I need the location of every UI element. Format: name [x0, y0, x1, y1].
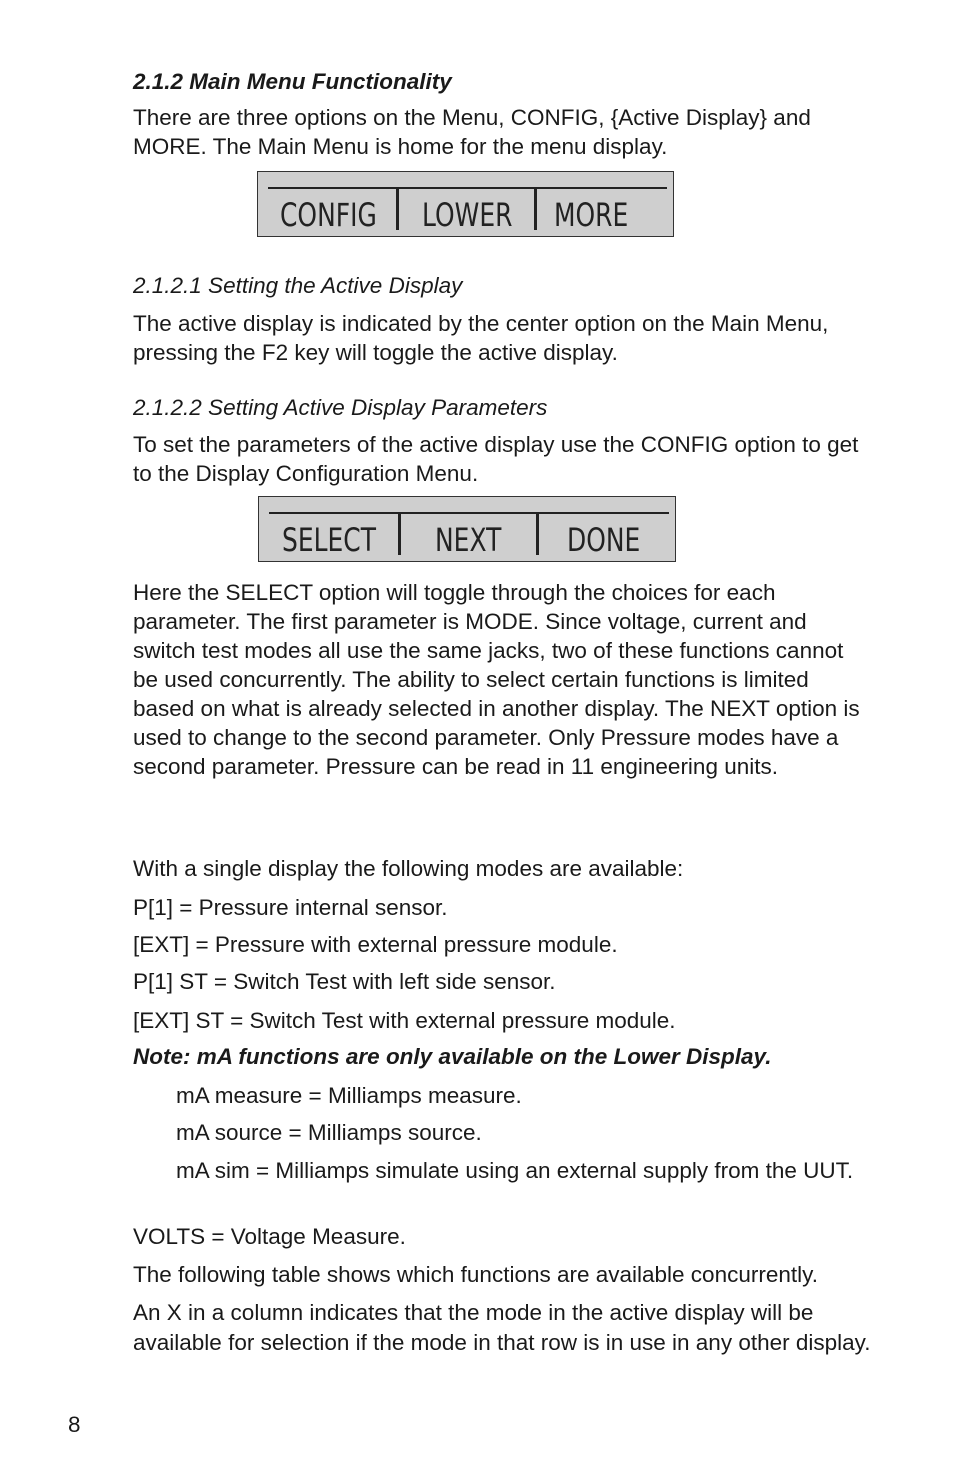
mode-item: [EXT] = Pressure with external pressure module.	[133, 932, 618, 957]
config-menu-display	[258, 496, 676, 562]
ma-mode-item: mA sim = Milliamps simulate using an external supply from the UUT.	[176, 1158, 854, 1183]
display-top-rule	[268, 187, 667, 189]
display-separator	[536, 513, 539, 555]
mode-item: P[1] = Pressure internal sensor.	[133, 895, 448, 920]
main-menu-display	[257, 171, 674, 237]
display-top-rule	[269, 512, 669, 514]
lower-softkey-label: LOWER	[422, 196, 513, 234]
subsection-body-active-display: The active display is indicated by the center option on the Main Menu, pressing the F2 key will toggle the active display.	[133, 311, 829, 365]
section-heading: 2.1.2 Main Menu Functionality	[133, 69, 452, 94]
ma-mode-item: mA measure = Milliamps measure.	[176, 1083, 522, 1108]
more-softkey-label: MORE	[554, 196, 629, 234]
x-explanation: An X in a column indicates that the mode in the active display will be available for selection if the mode in that row is in use in any other display.	[133, 1300, 871, 1355]
page-number: 8	[68, 1412, 81, 1437]
section-intro: There are three options on the Menu, CONFIG, {Active Display} and MORE. The Main Menu is home for the menu display.	[133, 105, 811, 159]
display-separator	[534, 188, 537, 230]
select-softkey-label: SELECT	[282, 521, 376, 559]
config-softkey-label: CONFIG	[280, 196, 377, 234]
ma-mode-item: mA source = Milliamps source.	[176, 1120, 482, 1145]
done-softkey-label: DONE	[567, 521, 641, 559]
display-separator	[398, 513, 401, 555]
display-separator	[396, 188, 399, 230]
subsection-body-parameters: To set the parameters of the active display use the CONFIG option to get to the Display Configuration Menu.	[133, 432, 859, 486]
subsection-heading-parameters: 2.1.2.2 Setting Active Display Parameters	[133, 395, 548, 420]
select-paragraph: Here the SELECT option will toggle through the choices for each parameter. The first parameter is MODE. Since voltage, current and switch test modes all use the same jacks, two of these functions cannot be used concurrently. The ability to select certain functions is limited based on what is already selected in another display. The NEXT option is used to change to the second parameter. Only Pressure modes have a second parameter. Pressure can be read in 11 engineering units.	[133, 580, 860, 779]
volts-mode: VOLTS = Voltage Measure.	[133, 1224, 406, 1249]
subsection-heading-active-display: 2.1.2.1 Setting the Active Display	[133, 273, 463, 298]
ma-note: Note: mA functions are only available on the Lower Display.	[133, 1044, 772, 1069]
table-intro: The following table shows which functions are available concurrently.	[133, 1262, 818, 1287]
mode-item: P[1] ST = Switch Test with left side sensor.	[133, 969, 556, 994]
modes-intro: With a single display the following modes are available:	[133, 856, 684, 881]
next-softkey-label: NEXT	[435, 521, 502, 559]
mode-item: [EXT] ST = Switch Test with external pressure module.	[133, 1008, 676, 1033]
